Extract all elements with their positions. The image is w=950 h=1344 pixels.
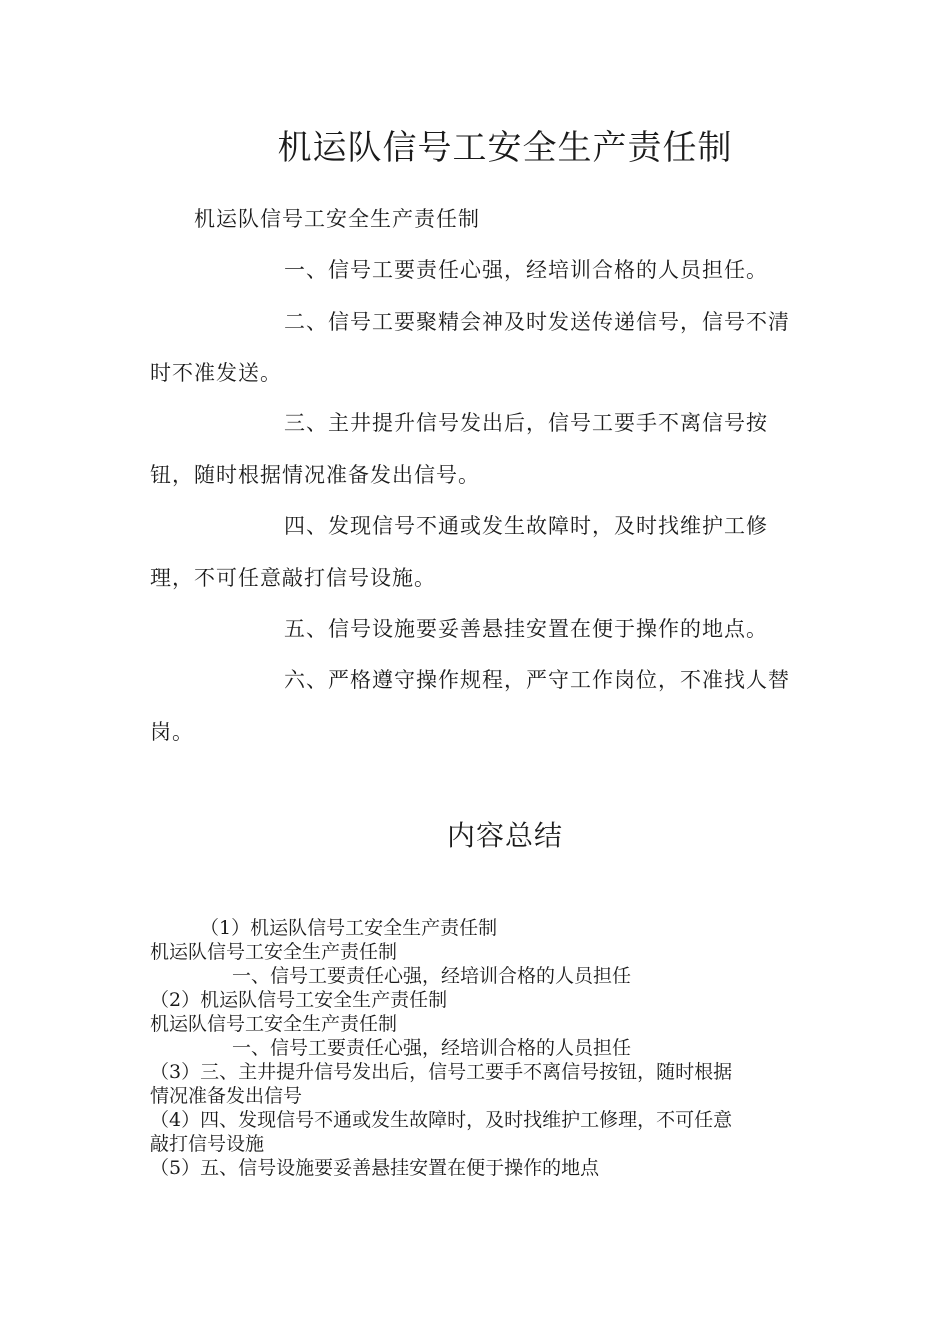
summary-line: （5）五、信号设施要妥善悬挂安置在便于操作的地点 <box>150 1157 600 1179</box>
summary-line: 一、信号工要责任心强，经培训合格的人员担任 <box>232 1037 632 1059</box>
rule-item-4-line1: 四、发现信号不通或发生故障时，及时找维护工修 <box>284 514 768 538</box>
summary-title: 内容总结 <box>446 819 563 852</box>
rule-item-1: 一、信号工要责任心强，经培训合格的人员担任。 <box>284 258 768 282</box>
summary-line: 机运队信号工安全生产责任制 <box>150 941 398 963</box>
summary-line: 敲打信号设施 <box>150 1133 265 1155</box>
summary-line: （4）四、发现信号不通或发生故障时，及时找维护工修理，不可任意 <box>150 1109 733 1131</box>
rule-item-2-line1: 二、信号工要聚精会神及时发送传递信号，信号不清 <box>284 310 790 334</box>
document-title: 机运队信号工安全生产责任制 <box>277 128 733 168</box>
rule-item-6-line1: 六、严格遵守操作规程，严守工作岗位，不准找人替 <box>284 668 790 692</box>
rule-item-6-line2: 岗。 <box>150 720 194 744</box>
summary-line: 机运队信号工安全生产责任制 <box>150 1013 398 1035</box>
rule-item-3-line2: 钮，随时根据情况准备发出信号。 <box>150 463 480 487</box>
summary-line: （2）机运队信号工安全生产责任制 <box>150 989 448 1011</box>
summary-line: 一、信号工要责任心强，经培训合格的人员担任 <box>232 965 632 987</box>
rule-item-3-line1: 三、主井提升信号发出后，信号工要手不离信号按 <box>284 411 768 435</box>
rule-item-2-line2: 时不准发送。 <box>150 361 282 385</box>
summary-line: 情况准备发出信号 <box>150 1085 303 1107</box>
rule-item-5: 五、信号设施要妥善悬挂安置在便于操作的地点。 <box>284 617 768 641</box>
summary-line: （1）机运队信号工安全生产责任制 <box>200 917 498 939</box>
summary-line: （3）三、主井提升信号发出后，信号工要手不离信号按钮，随时根据 <box>150 1061 733 1083</box>
document-subtitle: 机运队信号工安全生产责任制 <box>194 207 480 231</box>
rule-item-4-line2: 理，不可任意敲打信号设施。 <box>150 566 436 590</box>
